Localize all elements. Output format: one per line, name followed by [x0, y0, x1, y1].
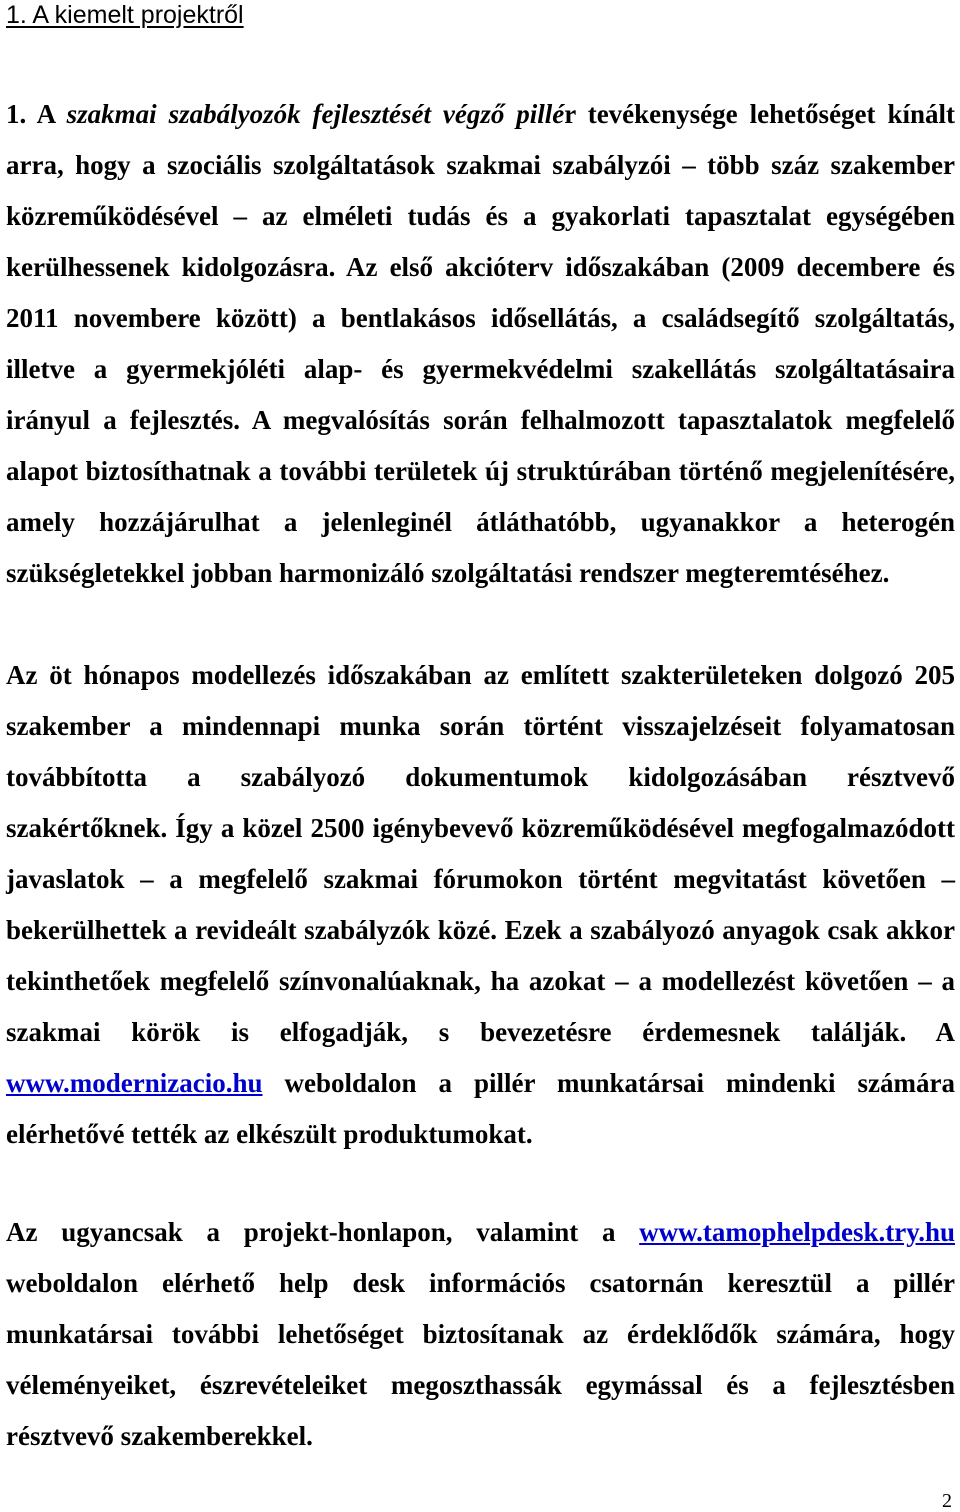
paragraph-intro-text: r tevékenysége lehetőséget kínált arra, hogy a szociális szolgáltatások szakmai szabályzói – több száz szakember közreműködésével – az elméleti tudás és a gyakorlati tapasztalat egységében kerülhessenek kidolgozásra. Az első akcióterv időszakában (2009 decembere és 2011 novembere között) a bentlakásos idősellátás, a családsegítő szolgáltatás, illetve a gyermekjóléti alap- és gyermekvédelmi szakellátás szolgáltatásaira irányul a fejlesztés. A megvalósítás során felhalmozott tapasztalatok megfelelő alapot biztosíthatnak a további területek új struktúrában történő megjelenítésére, amely hozzájárulhat a jelenleginél átláthatóbb, ugyanakkor a heterogén szükségletekkel jobban harmonizáló szolgáltatási rendszer megteremtéséhez.: [6, 99, 955, 588]
paragraph-helpdesk: [6, 1207, 955, 1462]
paragraph-modelling: [6, 650, 955, 1160]
tamophelpdesk-link[interactable]: www.tamophelpdesk.try.hu: [639, 1217, 955, 1247]
pillar-name: szakmai szabályozók fejlesztését végző pillé: [66, 99, 565, 129]
page-number: 2: [942, 1490, 952, 1512]
list-number: 1. A: [6, 99, 67, 129]
paragraph-helpdesk-tail: weboldalon elérhető help desk információs csatornán keresztül a pillér munkatársai további lehetőséget biztosítanak az érdeklődők számára, hogy véleményeiket, észrevételeiket megoszthassák egymással és a fejlesztésben résztvevő szakemberekkel.: [6, 1268, 955, 1451]
paragraph-intro: [6, 89, 955, 599]
paragraph-modelling-tail: weboldalon a pillér munkatársai mindenki számára elérhetővé tették az elkészült produktumokat.: [6, 1068, 955, 1149]
paragraph-helpdesk-text: Az ugyancsak a projekt-honlapon, valamint a: [6, 1217, 640, 1247]
section-heading: 1. A kiemelt projektről: [6, 1, 244, 29]
modernizacio-link[interactable]: www.modernizacio.hu: [6, 1068, 263, 1098]
paragraph-modelling-text: Az öt hónapos modellezés időszakában az említett szakterületeken dolgozó 205 szakember a mindennapi munka során történt visszajelzéseit folyamatosan továbbította a szabályozó dokumentumok kidolgozásában résztvevő szakértőknek. Így a közel 2500 igénybevevő közreműködésével megfogalmazódott javaslatok – a megfelelő szakmai fórumokon történt megvitatást követően – bekerülhettek a revideált szabályzók közé. Ezek a szabályozó anyagok csak akkor tekinthetőek megfelelő színvonalúaknak, ha azokat – a modellezést követően – a szakmai körök is elfogadják, s bevezetésre érdemesnek találják. A: [6, 660, 955, 1047]
